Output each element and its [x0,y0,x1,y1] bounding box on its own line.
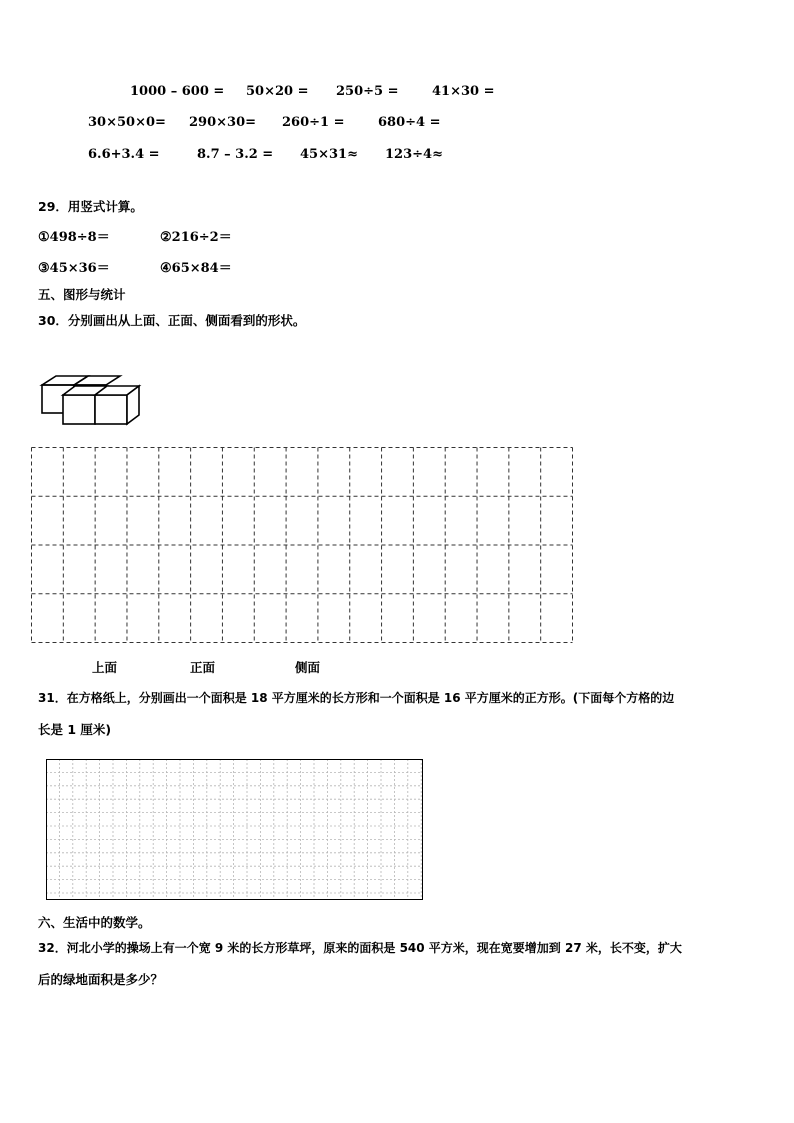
label-side-view: 侧面 [295,660,321,675]
calc-2-2: 290×30= [189,115,257,130]
calc-3-4: 123÷4≈ [385,147,443,162]
section-5-heading: 五、图形与统计 [38,287,126,302]
calc-1-3: 250÷5 = [336,84,399,99]
cube-stack-figure [38,370,148,430]
calc-1-4: 41×30 = [432,84,495,99]
q31-line-2: 长是 1 厘米) [38,722,112,737]
q29-item-2: ②216÷2＝ [160,230,232,245]
q29-item-3: ③45×36＝ [38,261,110,276]
calc-2-1: 30×50×0= [88,115,166,130]
calc-2-4: 680÷4 = [378,115,441,130]
q29-title: 29．用竖式计算。 [38,199,143,214]
q31-line-1: 31．在方格纸上，分别画出一个面积是 18 平方厘米的长方形和一个面积是 16 平方厘米的正方形。(下面每个方格的边 [38,691,675,705]
q29-item-4: ④65×84＝ [160,261,232,276]
calc-3-2: 8.7 – 3.2 = [197,147,274,162]
q30-title: 30．分别画出从上面、正面、侧面看到的形状。 [38,313,306,328]
calc-3-3: 45×31≈ [300,147,358,162]
q32-line-2: 后的绿地面积是多少？ [38,972,164,987]
q29-item-1: ①498÷8＝ [38,230,110,245]
calc-3-1: 6.6+3.4 = [88,147,160,162]
q32-line-1: 32．河北小学的操场上有一个宽 9 米的长方形草坪，原来的面积是 540 平方米，现在宽要增加到 27 米，长不变，扩大 [38,941,682,955]
calc-1-1: 1000 – 600 = [130,84,225,99]
square-grid-paper [46,759,423,900]
label-top-view: 上面 [92,660,118,675]
drawing-grid [31,447,573,643]
label-front-view: 正面 [190,660,216,675]
calc-2-3: 260÷1 = [282,115,345,130]
calc-1-2: 50×20 = [246,84,309,99]
section-6-heading: 六、生活中的数学。 [38,915,151,930]
